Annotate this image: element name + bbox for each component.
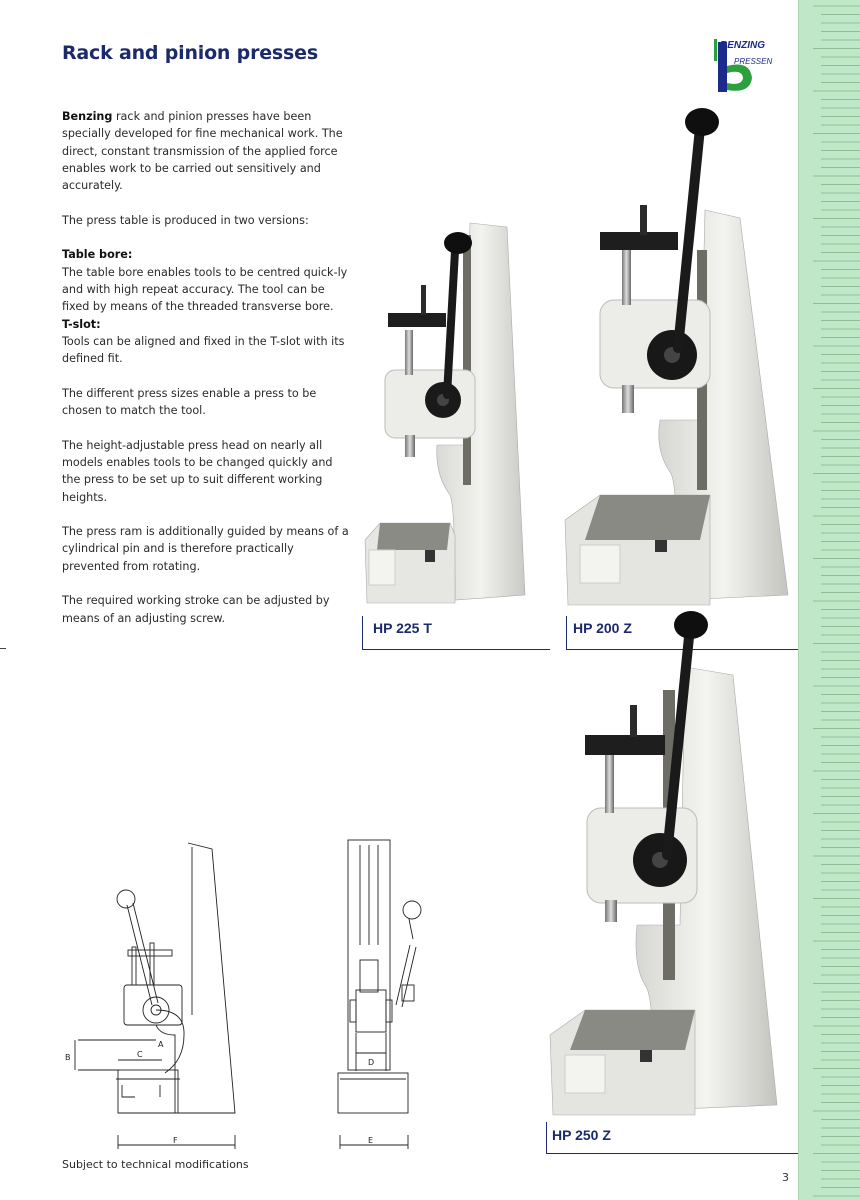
svg-text:C: C xyxy=(137,1050,143,1059)
paragraph-press-head: The height-adjustable press head on nearly all models enables tools to be changed quickly and the press to be set up to suit different working heights. xyxy=(62,438,333,504)
svg-text:B: B xyxy=(65,1053,71,1062)
brand-name: Benzing xyxy=(62,110,113,123)
table-bore-heading: Table bore: xyxy=(62,248,133,262)
svg-text:BENZING: BENZING xyxy=(720,40,765,51)
benzing-logo xyxy=(712,36,782,98)
caption-rule xyxy=(362,616,363,650)
margin-tick xyxy=(0,648,6,649)
versions-intro: The press table is produced in two versions: xyxy=(62,213,309,227)
intro-paragraph: Benzing rack and pinion presses have been specially developed for fine mechanical work. The direct, constant transmission of the applied force enables work to be carried out sensitively and accurately. xyxy=(62,110,343,193)
press-photo-hp-250-z xyxy=(545,605,780,1120)
t-slot-section xyxy=(62,316,352,368)
model-label-hp-200-z: HP 200 Z xyxy=(573,620,632,636)
model-label-hp-250-z: HP 250 Z xyxy=(552,1127,611,1143)
svg-text:PRESSEN: PRESSEN xyxy=(734,57,773,66)
t-slot-heading: T-slot: xyxy=(62,317,101,331)
svg-text:D: D xyxy=(368,1058,375,1067)
press-photo-hp-225-t xyxy=(355,205,545,610)
press-photo-hp-200-z xyxy=(560,100,792,610)
technical-drawing-side-view xyxy=(60,835,240,1155)
table-bore-section xyxy=(62,246,352,315)
paragraph-press-sizes: The different press sizes enable a press to be chosen to match the tool. xyxy=(62,386,317,418)
caption-rule xyxy=(546,1153,798,1154)
caption-rule xyxy=(362,649,550,650)
page-number: 3 xyxy=(782,1171,789,1184)
paragraph-working-stroke: The required working stroke can be adjusted by means of an adjusting screw. xyxy=(62,594,330,625)
paragraph-press-ram: The press ram is additionally guided by means of a cylindrical pin and is therefore practically prevented from rotating. xyxy=(62,525,349,573)
technical-drawing-front-view xyxy=(330,835,430,1155)
svg-text:A: A xyxy=(158,1040,164,1049)
table-bore-text: The table bore enables tools to be centred quick-ly and with high repeat accuracy. The tool can be fixed by means of the threaded transverse bore. xyxy=(62,265,348,314)
svg-text:F: F xyxy=(173,1136,178,1145)
model-label-hp-225-t: HP 225 T xyxy=(373,620,432,636)
svg-text:E: E xyxy=(368,1136,374,1145)
page-ruler-strip xyxy=(798,0,860,1200)
description-text xyxy=(62,108,352,644)
footnote: Subject to technical modifications xyxy=(62,1158,249,1171)
t-slot-text: Tools can be aligned and fixed in the T-slot with its defined fit. xyxy=(62,334,345,366)
caption-rule xyxy=(546,1122,547,1154)
page-title: Rack and pinion presses xyxy=(62,42,318,64)
